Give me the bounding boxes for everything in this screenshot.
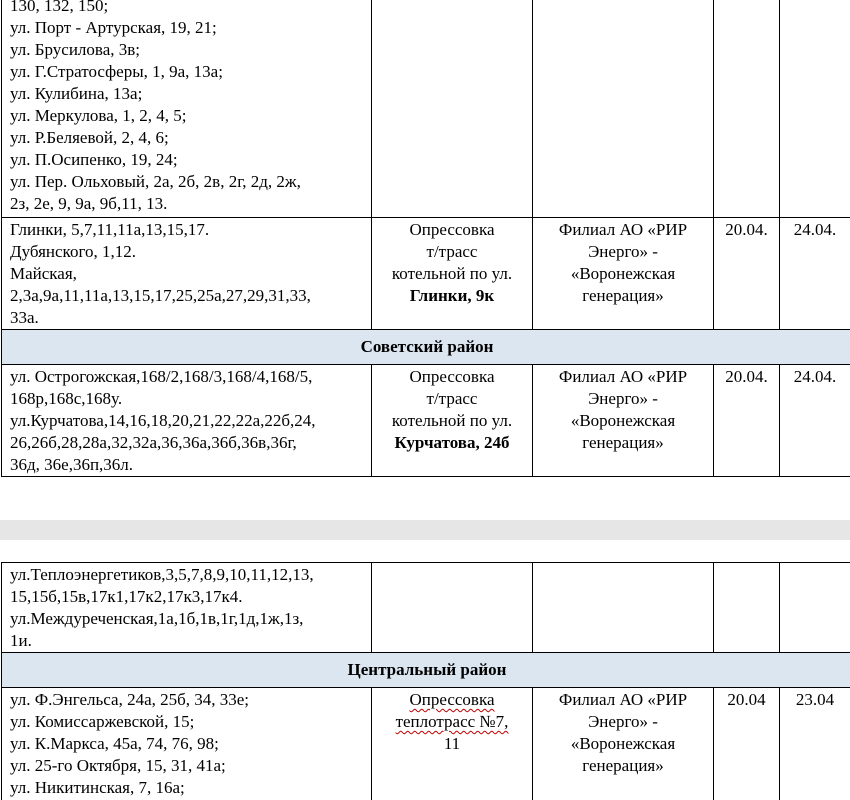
address-line: ул. Порт - Артурская, 19, 21; — [10, 18, 217, 37]
date-from-cell: 20.04 — [714, 688, 780, 800]
executor-line: «Воронежская — [570, 264, 676, 283]
executor-cell — [533, 563, 714, 653]
work-line: котельной по ул. — [391, 264, 513, 283]
executor-cell — [533, 0, 714, 218]
address-cell — [2, 365, 372, 477]
address-line: 15,15б,15в,17к1,17к2,17к3,17к4. — [10, 587, 243, 606]
address-line: ул. Брусилова, 3в; — [10, 40, 140, 59]
table-row — [2, 0, 850, 218]
boiler-address: Курчатова, 24б — [394, 433, 510, 452]
address-line: ул. Комиссаржевской, 15; — [10, 712, 195, 731]
table-row — [2, 563, 850, 653]
executor-line: «Воронежская — [570, 734, 676, 753]
address-cell — [2, 688, 372, 800]
table-row — [2, 218, 850, 330]
executor-cell — [533, 688, 714, 800]
executor-line: Филиал АО «РИР — [558, 367, 688, 386]
document-page-2 — [0, 540, 850, 800]
executor-line: «Воронежская — [570, 411, 676, 430]
date-to-cell — [780, 563, 850, 653]
date-from-cell: 20.04. — [714, 218, 780, 330]
address-cell — [2, 563, 372, 653]
executor-line: Филиал АО «РИР — [558, 690, 688, 709]
date-from-cell: 20.04. — [714, 365, 780, 477]
address-line: ул. Острогожская,168/2,168/3,168/4,168/5, — [10, 367, 313, 386]
executor-line: Энерго» - — [588, 389, 658, 408]
address-cell — [2, 0, 372, 218]
work-cell — [372, 365, 533, 477]
work-line: Опрессовка — [409, 220, 495, 239]
address-line: ул.Курчатова,14,16,18,20,21,22,22а,22б,24, — [10, 411, 316, 430]
district-title: Центральный район — [2, 653, 850, 688]
date-from-cell — [714, 0, 780, 218]
district-header-row — [2, 330, 850, 365]
address-line: ул. Меркулова, 1, 2, 4, 5; — [10, 106, 187, 125]
address-line: Глинки, 5,7,11,11а,13,15,17. — [10, 220, 210, 239]
work-line: Опрессовка — [409, 690, 495, 709]
date-to-cell: 24.04. — [780, 218, 850, 330]
table-row — [2, 365, 850, 477]
address-line: 2з, 2е, 9, 9а, 9б,11, 13. — [10, 194, 168, 213]
work-line: котельной по ул. — [391, 411, 513, 430]
date-from-cell — [714, 563, 780, 653]
address-line: ул. 25-го Октября, 15, 31, 41а; — [10, 756, 226, 775]
address-line: ул. Р.Беляевой, 2, 4, 6; — [10, 128, 169, 147]
work-line: т/трасс — [426, 389, 478, 408]
address-line: 26,26б,28,28а,32,32а,36,36а,36б,36в,36г, — [10, 433, 297, 452]
address-line: ул. Г.Стратосферы, 1, 9а, 13а; — [10, 62, 223, 81]
work-cell — [372, 0, 533, 218]
executor-line: генерация» — [582, 286, 664, 305]
address-line: Майская, — [10, 264, 77, 283]
work-line: 11 — [443, 734, 461, 753]
boiler-address: Глинки, 9к — [409, 286, 495, 305]
address-line: ул. Ф.Энгельса, 24а, 25б, 34, 33е; — [10, 690, 250, 709]
address-line: 33а. — [10, 308, 39, 327]
outage-table-page-1 — [1, 0, 850, 477]
outage-table-page-2 — [1, 562, 850, 800]
address-line: Дубянского, 1,12. — [10, 242, 137, 261]
executor-cell — [533, 365, 714, 477]
date-to-cell: 24.04. — [780, 365, 850, 477]
work-line: т/трасс — [426, 242, 478, 261]
address-line: ул. Никитинская, 7, 16а; — [10, 778, 185, 797]
work-cell — [372, 688, 533, 800]
address-line: ул. Пер. Ольховый, 2а, 2б, 2в, 2г, 2д, 2ж, — [10, 172, 301, 191]
address-line: 1и. — [10, 631, 32, 650]
work-line: Опрессовка — [409, 367, 495, 386]
executor-cell — [533, 218, 714, 330]
work-cell — [372, 563, 533, 653]
address-line: ул. П.Осипенко, 19, 24; — [10, 150, 178, 169]
executor-line: генерация» — [582, 433, 664, 452]
executor-line: Энерго» - — [588, 242, 658, 261]
date-to-cell: 23.04 — [780, 688, 850, 800]
executor-line: генерация» — [582, 756, 664, 775]
address-line: 130, 132, 150; — [10, 0, 109, 15]
work-cell — [372, 218, 533, 330]
table-row — [2, 688, 850, 800]
executor-line: Филиал АО «РИР — [558, 220, 688, 239]
district-title: Советский район — [2, 330, 850, 365]
address-line: 2,3а,9а,11,11а,13,15,17,25,25а,27,29,31,33, — [10, 286, 311, 305]
page-break-gap — [0, 520, 850, 540]
address-line: ул. Кулибина, 13а; — [10, 84, 143, 103]
address-cell — [2, 218, 372, 330]
address-line: ул.Междуреченская,1а,1б,1в,1г,1д,1ж,1з, — [10, 609, 304, 628]
address-line: ул.Теплоэнергетиков,3,5,7,8,9,10,11,12,13, — [10, 565, 314, 584]
work-line: теплотрасс №7, — [395, 712, 509, 731]
address-line: 168р,168с,168у. — [10, 389, 123, 408]
address-line: 36д, 36е,36п,36л. — [10, 455, 134, 474]
district-header-row — [2, 653, 850, 688]
executor-line: Энерго» - — [588, 712, 658, 731]
address-line: ул. К.Маркса, 45а, 74, 76, 98; — [10, 734, 219, 753]
date-to-cell — [780, 0, 850, 218]
